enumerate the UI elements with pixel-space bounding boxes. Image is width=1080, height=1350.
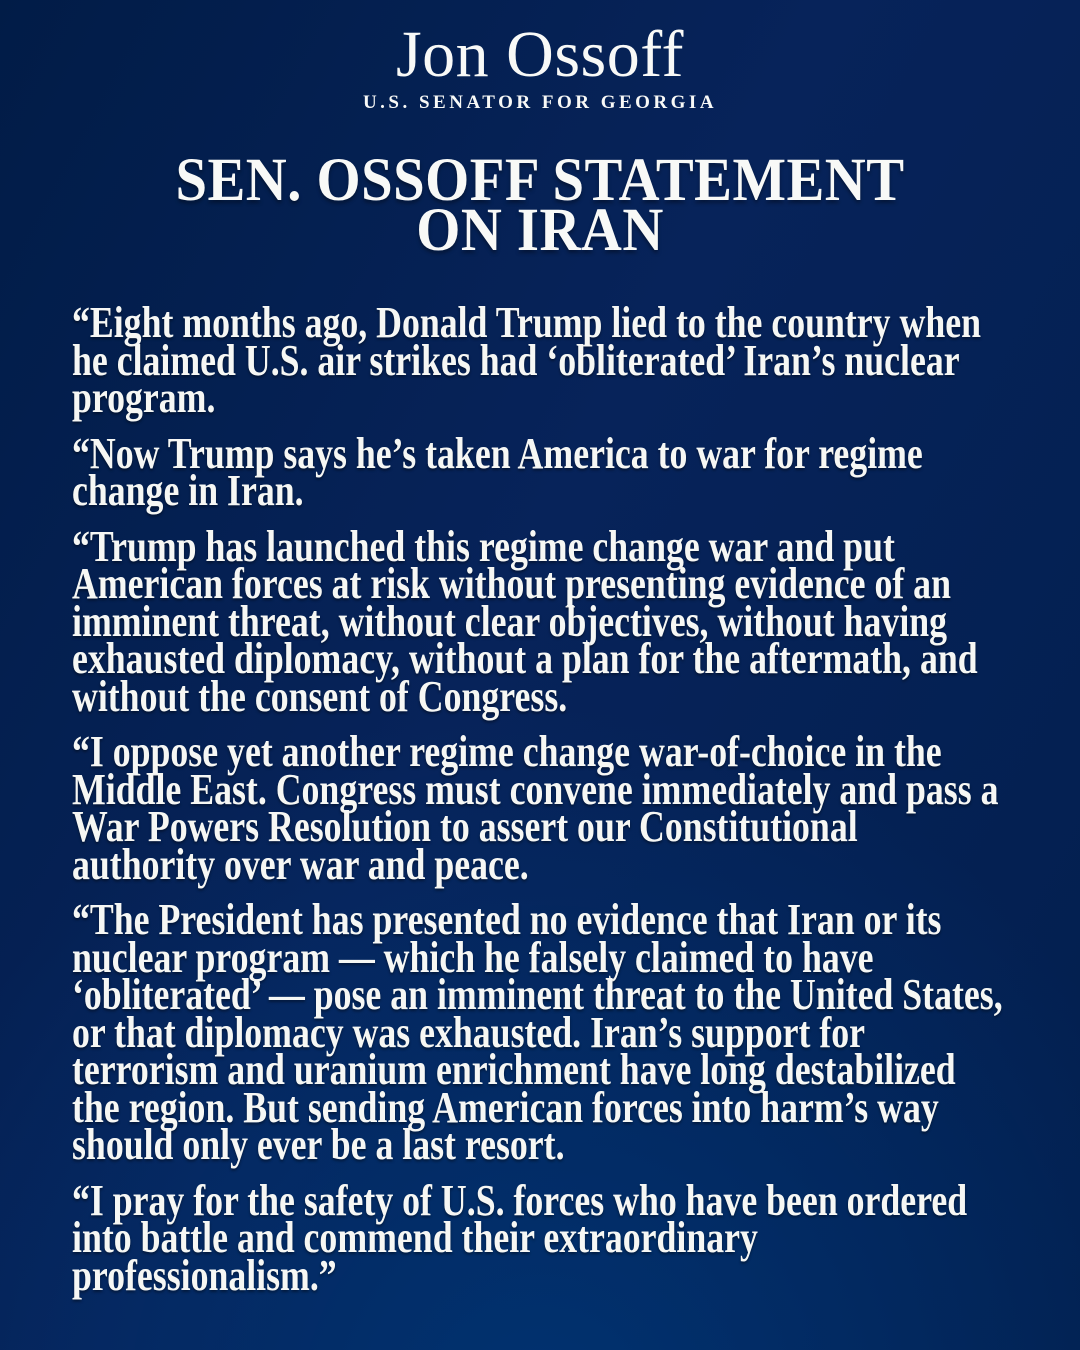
page-title-line-1: SEN. OSSOFF STATEMENT [175, 147, 905, 214]
statement-paragraph: “I pray for the safety of U.S. forces who have been ordered into battle and commend their extraordinary professionalism.” [72, 1175, 968, 1300]
logo-subtitle: U.S. SENATOR FOR GEORGIA [362, 92, 718, 113]
statement-body [72, 298, 1003, 1300]
statement-paragraph: “Eight months ago, Donald Trump lied to the country when he claimed U.S. air strikes had ‘obliterated’ Iran’s nuclear program. [72, 298, 981, 422]
statement-paragraph: “Trump has launched this regime change war and put American forces at risk without presenting evidence of an imminent threat, without clear objectives, without having exhausted diplomacy, without a plan for the aftermath, and without the consent of Congress. [72, 521, 978, 721]
page-title [38, 147, 1042, 264]
logo-name: Jon Ossoff [396, 18, 684, 91]
page-title-line-2: ON IRAN [416, 197, 664, 264]
statement-paragraph: “I oppose yet another regime change war-of-choice in the Middle East. Congress must convene immediately and pass a War Powers Resolution to assert our Constitutional authority over war and peace. [72, 727, 999, 889]
statement-paragraph: “Now Trump says he’s taken America to war for regime change in Iran. [72, 428, 923, 515]
statement-paragraph: “The President has presented no evidence that Iran or its nuclear program — which he falsely claimed to have ‘obliterated’ — pose an imminent threat to the United States, or that diplomacy was exhausted. Iran’s support for terrorism and uranium enrichment have long destabilized the region. But sending American forces into harm’s way should only ever be a last resort. [72, 895, 1003, 1169]
logo [0, 0, 1080, 114]
